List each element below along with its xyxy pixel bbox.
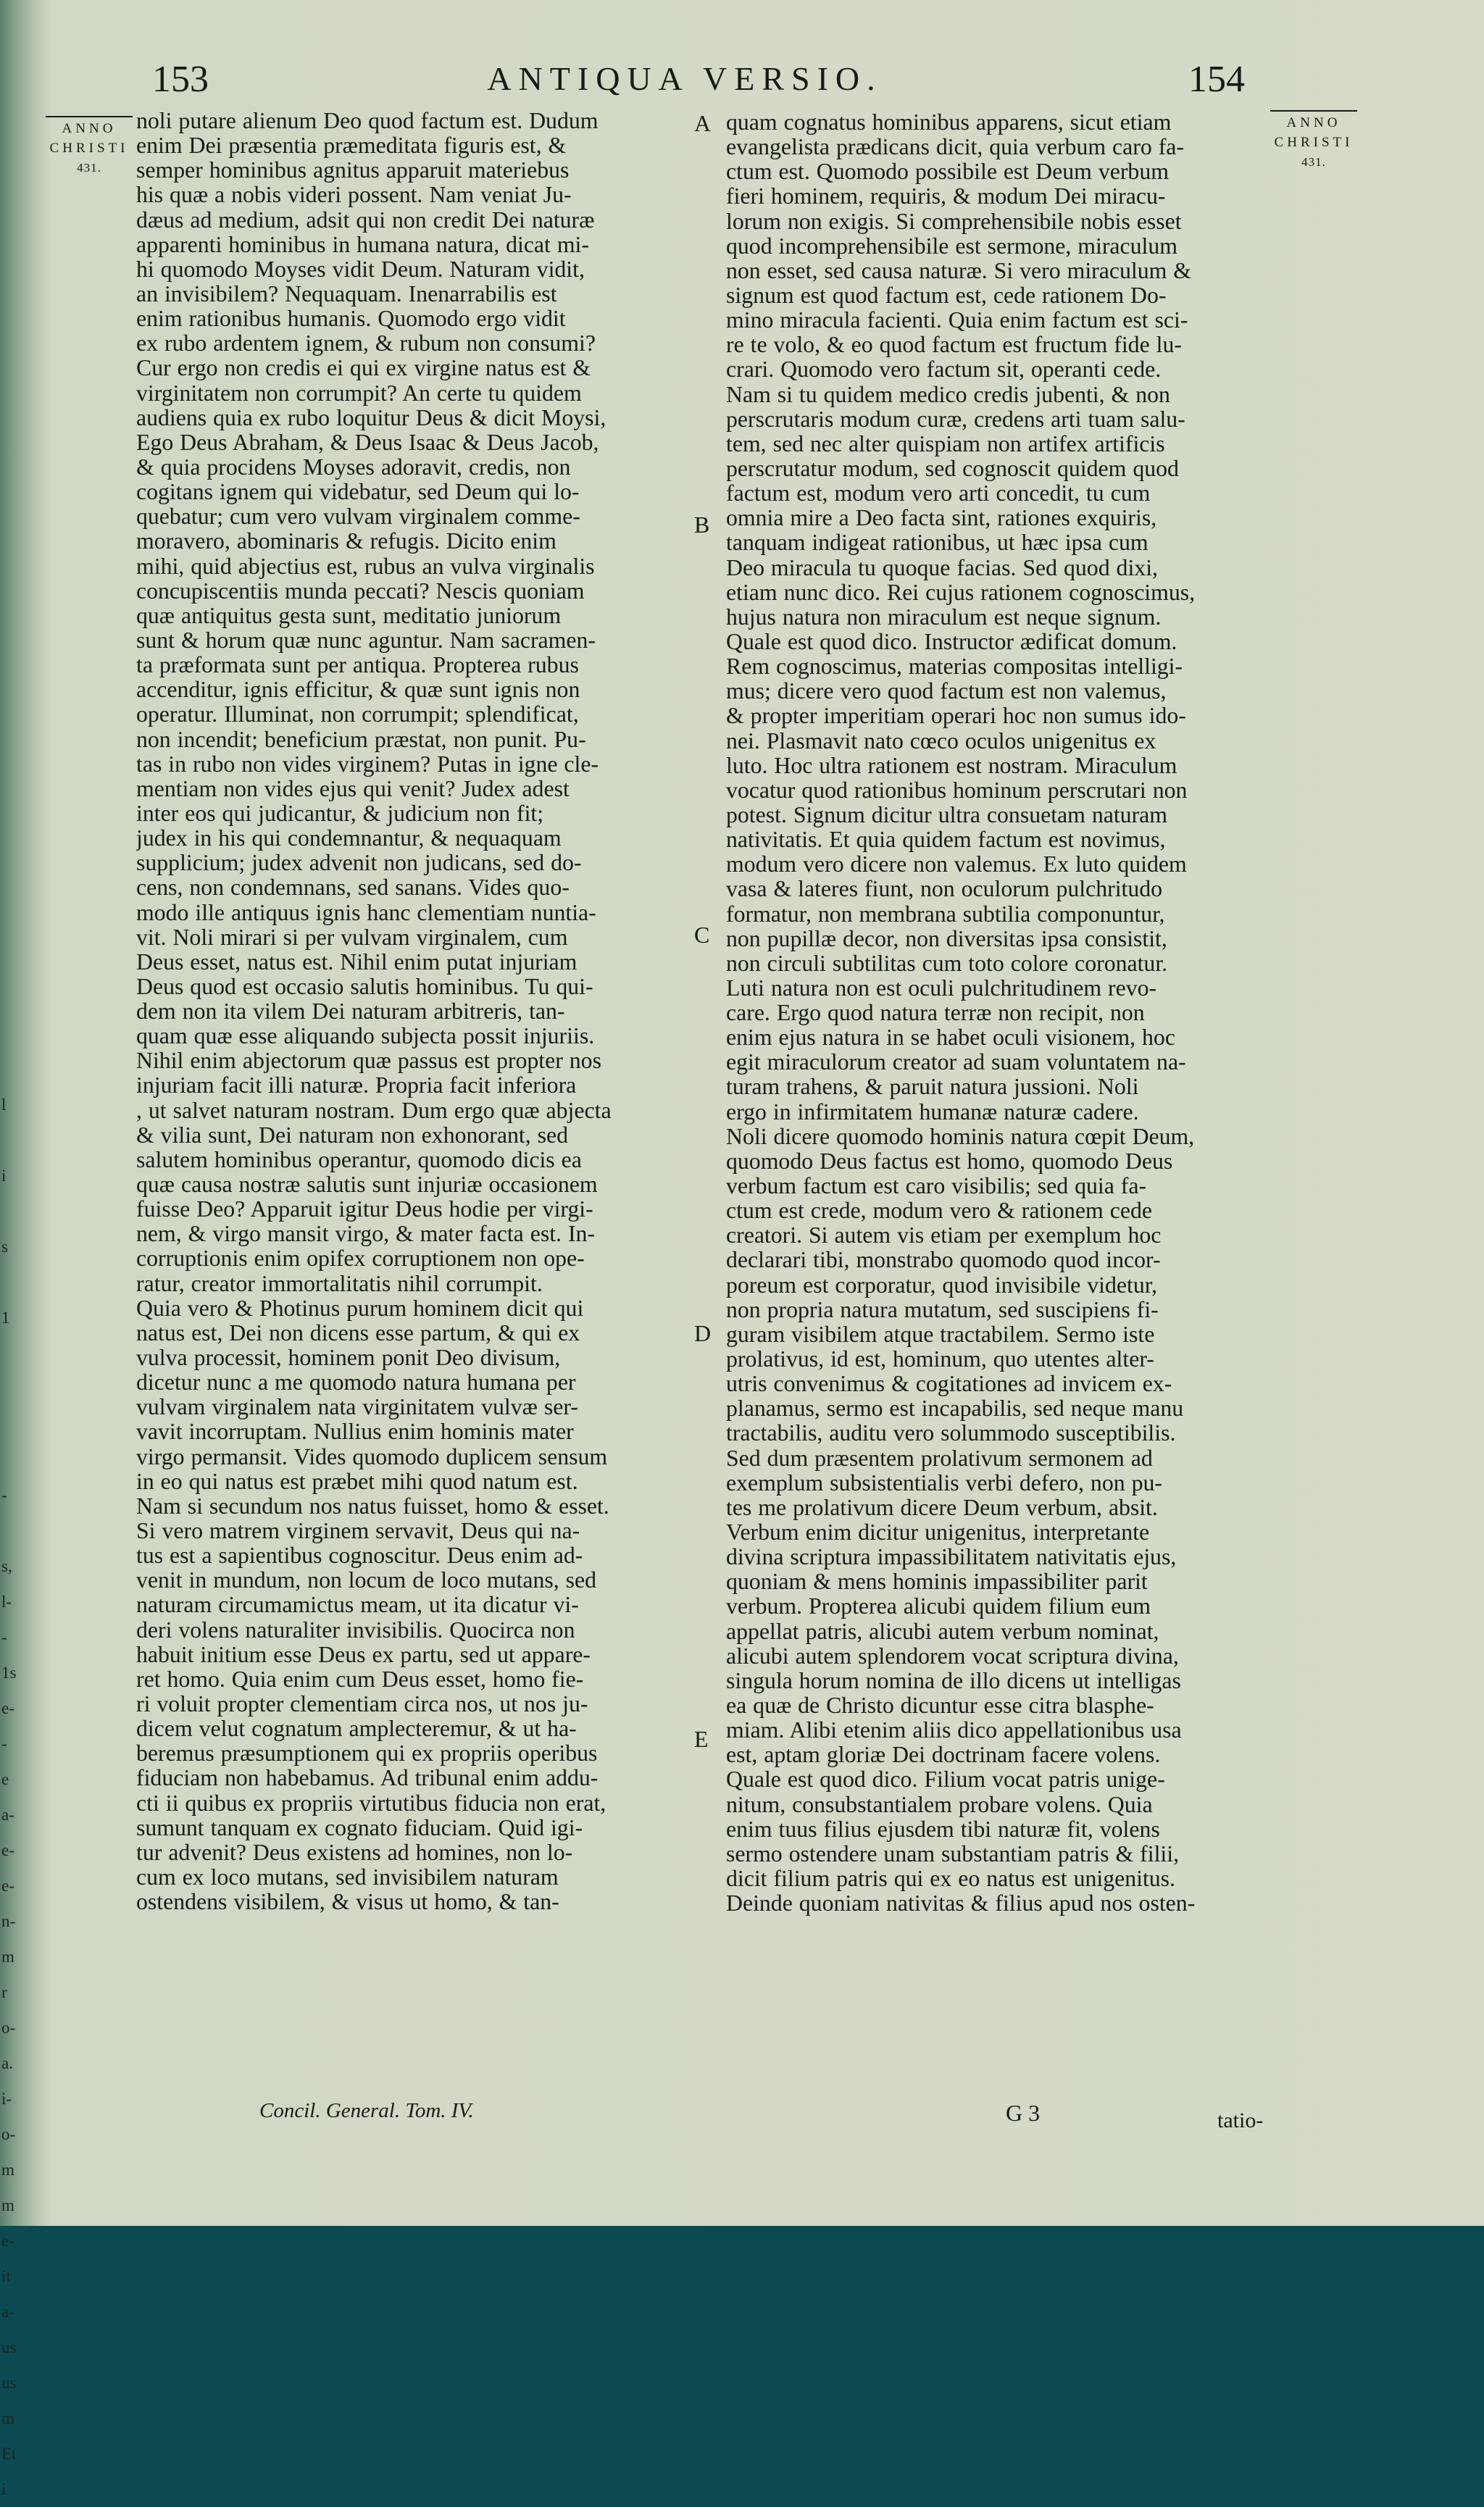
text-line: appellat patris, alicubi autem verbum nominat, xyxy=(726,1619,1159,1644)
text-line: declarari tibi, monstrabo quomodo quod incor- xyxy=(726,1248,1161,1273)
text-line: Ego Deus Abraham, & Deus Isaac & Deus Jacob, xyxy=(136,430,599,455)
text-line: tus est a sapientibus cognoscitur. Deus enim ad- xyxy=(136,1543,583,1569)
text-line: hi quomodo Moyses vidit Deum. Naturam vidit, xyxy=(136,256,585,282)
facing-page-fragments: l i s 1 - s, l- - 1s e- - e a- e- e- n- m r o- a. i- o- m m e- it a- us us m Et i xyxy=(1,1096,17,2498)
text-line: re te volo, & eo quod factum est fructum fide lu- xyxy=(726,333,1182,358)
text-line: quomodo Deus factus est homo, quomodo Deus xyxy=(726,1148,1173,1174)
text-line: Nam si secundum nos natus fuisset, homo & esset. xyxy=(136,1493,609,1519)
text-line: luto. Hoc ultra rationem est nostram. Miraculum xyxy=(726,753,1177,778)
text-line: cti ii quibus ex propriis virtutibus fiducia non erat, xyxy=(136,1790,606,1816)
text-line: Si vero matrem virginem servavit, Deus qui na- xyxy=(136,1519,580,1544)
text-line: alicubi autem splendorem vocat scriptura divina, xyxy=(726,1643,1179,1669)
text-line: turam trahens, & paruit natura jussioni. Noli xyxy=(726,1075,1139,1100)
text-line: modo ille antiquus ignis hanc clementiam nuntia- xyxy=(136,900,596,925)
side-note-rule xyxy=(1270,110,1357,112)
text-line: ratur, creator immortalitatis nihil corrumpit. xyxy=(136,1271,543,1296)
text-line: poreum est corporatur, quod invisibile videtur, xyxy=(726,1272,1157,1298)
text-line: non circuli subtilitas cum toto colore coronatur. xyxy=(726,951,1168,976)
text-line: non esset, sed causa naturæ. Si vero miraculum & xyxy=(726,258,1192,283)
footer-signature-mark: G 3 xyxy=(1006,2100,1041,2126)
text-line: enim tuus filius ejusdem tibi naturæ fit, volens xyxy=(726,1816,1160,1842)
text-line: potest. Signum dicitur ultra consuetam naturam xyxy=(726,802,1168,827)
text-line: his quæ a nobis videri possent. Nam veniat Ju- xyxy=(136,183,572,208)
side-note-anno: ANNO xyxy=(62,121,117,136)
text-line: quam quæ esse aliquando subjecta possit injuriis. xyxy=(136,1024,595,1049)
text-line: nei. Plasmavit nato cœco oculos unigenitus ex xyxy=(726,728,1156,754)
text-line: semper hominibus agnitus apparuit materiebus xyxy=(136,158,570,183)
text-line: miam. Alibi etenim aliis dico appellationibus usa xyxy=(726,1718,1182,1743)
text-line: ostendens visibilem, & visus ut homo, & tan- xyxy=(136,1890,559,1915)
text-line: enim rationibus humanis. Quomodo ergo vidit xyxy=(136,306,566,332)
text-line: hujus natura non miraculum est neque signum. xyxy=(726,604,1162,630)
side-note-anno: ANNO xyxy=(1286,115,1341,130)
text-line: Deinde quoniam nativitas & filius apud nos osten- xyxy=(726,1891,1196,1916)
text-line: ea quæ de Christo dicuntur esse citra blasphe- xyxy=(726,1693,1154,1718)
text-line: enim Dei præsentia præmeditata figuris est, & xyxy=(136,133,567,159)
text-line: egit miraculorum creator ad suam voluntatem na- xyxy=(726,1050,1186,1075)
text-line: perscrutatur modum, sed cognoscit quidem quod xyxy=(726,456,1179,481)
text-line: perscrutaris modum curæ, credens arti tuam salu- xyxy=(726,406,1185,432)
text-line: ergo in infirmitatem humanæ naturæ cadere. xyxy=(726,1099,1139,1125)
catchword: tatio- xyxy=(1217,2108,1264,2132)
text-line: ctum est. Quomodo possibile est Deum verbum xyxy=(726,159,1169,185)
margin-letter-b: B xyxy=(694,512,710,538)
text-line: dicem velut cognatum amplecteremur, & ut ha- xyxy=(136,1716,577,1742)
text-line: dicit filium patris qui ex eo natus est unigenitus. xyxy=(726,1866,1175,1891)
text-line: nativitatis. Et quia quidem factum est novimus, xyxy=(726,827,1166,853)
text-line: apparenti hominibus in humana natura, dicat mi- xyxy=(136,232,589,257)
text-line: & quia procidens Moyses adoravit, credis, non xyxy=(136,454,571,480)
side-note-christi: CHRISTI xyxy=(1274,135,1354,150)
text-line: signum est quod factum est, cede rationem Do- xyxy=(726,283,1167,308)
text-line: quod incomprehensibile est sermone, miraculum xyxy=(726,233,1177,259)
text-line: Quia vero & Photinus purum hominem dicit qui xyxy=(136,1296,584,1321)
text-line: non pupillæ decor, non diversitas ipsa consistit, xyxy=(726,926,1167,951)
text-line: ex rubo ardentem ignem, & rubum non consumi? xyxy=(136,331,596,356)
text-line: care. Ergo quod natura terræ non recipit, non xyxy=(726,1001,1145,1026)
text-line: exemplum subsistentialis verbi defero, non pu- xyxy=(726,1470,1162,1496)
text-line: ri voluit propter clementiam circa nos, ut nos ju- xyxy=(136,1692,588,1716)
footer-volume-reference: Concil. General. Tom. IV. xyxy=(259,2099,474,2122)
text-line: nem, & virgo mansit virgo, & mater facta est. In- xyxy=(136,1222,596,1247)
text-line: & propter imperitiam operari hoc non sumus ido- xyxy=(726,704,1186,729)
text-line: virginitatem non corrumpit? An certe tu quidem xyxy=(136,380,582,406)
text-line: Quale est quod dico. Filium vocat patris unige- xyxy=(726,1767,1165,1793)
side-note-christi: CHRISTI xyxy=(49,141,129,156)
margin-letter-e: E xyxy=(694,1726,709,1752)
text-line: utris convenimus & cogitationes ad invicem ex- xyxy=(726,1372,1172,1397)
text-line: divina scriptura impassibilitatem nativitatis ejus, xyxy=(726,1545,1177,1570)
text-column-left xyxy=(136,109,687,1914)
text-line: tur advenit? Deus existens ad homines, non lo- xyxy=(136,1840,573,1865)
text-line: sumunt tanquam ex cognato fiduciam. Quid igi- xyxy=(136,1815,583,1840)
text-line: natus est, Dei non dicens esse partum, & qui ex xyxy=(136,1320,580,1346)
text-line: formatur, non membrana subtilia componuntur, xyxy=(726,901,1165,927)
text-line: salutem hominibus operantur, quomodo dicis ea xyxy=(136,1147,582,1172)
text-line: tas in rubo non vides virginem? Putas in igne cle- xyxy=(136,751,599,777)
text-line: vulvam virginalem nata virginitatem vulvæ ser- xyxy=(136,1395,578,1420)
text-line: noli putare alienum Deo quod factum est. Dudum xyxy=(136,109,599,133)
text-line: venit in mundum, non locum de loco mutans, sed xyxy=(136,1568,597,1593)
text-line: tanquam indigeat rationibus, ut hæc ipsa cum xyxy=(726,530,1149,556)
text-line: cens, non condemnans, sed sanans. Vides quo- xyxy=(136,875,570,901)
text-line: planamus, sermo est incapabilis, sed neque manu xyxy=(726,1396,1184,1422)
text-line: verbum factum est caro visibilis; sed quia fa- xyxy=(726,1174,1147,1199)
text-column-right xyxy=(726,110,1277,1916)
text-line: naturam circumamictus meam, ut ita dicatur vi- xyxy=(136,1593,579,1618)
text-line: moravero, abominaris & refugis. Dicito enim xyxy=(136,529,556,554)
text-line: quæ antiquitus gesta sunt, meditatio juniorum xyxy=(136,603,562,628)
text-line: etiam nunc dico. Rei cujus rationem cognoscimus, xyxy=(726,580,1196,605)
text-line: lorum non exigis. Si comprehensibile nobis esset xyxy=(726,209,1182,234)
text-line: non incendit; beneficium præstat, non punit. Pu- xyxy=(136,727,586,752)
text-line: vulva processit, hominem ponit Deo divisum, xyxy=(136,1346,561,1371)
text-line: accenditur, ignis efficitur, & quæ sunt ignis non xyxy=(136,677,580,703)
side-note-year: 431. xyxy=(77,161,101,175)
text-line: Rem cognoscimus, materias compositas intelligi- xyxy=(726,654,1183,680)
text-line: audiens quia ex rubo loquitur Deus & dicit Moysi, xyxy=(136,405,606,430)
text-line: Deo miracula tu quoque facias. Sed quod dixi, xyxy=(726,555,1158,580)
text-line: Deus esset, natus est. Nihil enim putat injuriam xyxy=(136,949,578,975)
text-line: Nihil enim abjectorum quæ passus est propter nos xyxy=(136,1048,601,1074)
text-line: singula horum nomina de illo dicens ut intelligas xyxy=(726,1668,1181,1693)
text-line: Quale est quod dico. Instructor ædificat domum. xyxy=(726,629,1177,654)
text-line: tes me prolativum dicere Deum verbum, absit. xyxy=(726,1495,1158,1520)
running-head: ANTIQUA VERSIO. xyxy=(487,60,883,97)
text-line: concupiscentiis munda peccati? Nescis quoniam xyxy=(136,578,585,604)
side-note-left xyxy=(35,116,143,178)
text-line: quæ causa nostræ salutis sunt injuriæ occasionem xyxy=(136,1172,598,1198)
text-line: nitum, consubstantialem probare volens. Quia xyxy=(726,1792,1153,1817)
text-line: corruptionis enim opifex corruptionem non ope- xyxy=(136,1246,585,1272)
text-line: in eo qui natus est præbet mihi quod natum est. xyxy=(136,1469,578,1494)
text-line: vocatur quod rationibus hominum perscrutari non xyxy=(726,777,1188,803)
text-line: fieri hominem, requiris, & modum Dei miracu- xyxy=(726,184,1166,209)
text-line: dem non ita vilem Dei naturam arbitreris, tan- xyxy=(136,999,565,1025)
text-line: tem, sed nec alter quispiam non artifex artificis xyxy=(726,431,1165,456)
text-line: fuisse Deo? Apparuit igitur Deus hodie per virgi- xyxy=(136,1197,593,1222)
text-line: vavit incorruptam. Nullius enim hominis mater xyxy=(136,1419,574,1445)
text-line: dæus ad medium, adsit qui non credit Dei naturæ xyxy=(136,207,595,233)
text-line: mino miracula facienti. Quia enim factum est sci- xyxy=(726,308,1188,333)
text-line: modum vero dicere non valemus. Ex luto quidem xyxy=(726,852,1187,877)
text-line: mihi, quid abjectius est, rubus an vulva virginalis xyxy=(136,554,595,579)
text-line: sermo ostendere unam substantiam patris & filii, xyxy=(726,1841,1180,1866)
text-line: habuit initium esse Deus ex partu, sed ut appare- xyxy=(136,1642,591,1667)
text-line: enim ejus natura in se habet oculi visionem, hoc xyxy=(726,1025,1175,1051)
text-line: factum est, modum vero arti concedit, tu cum xyxy=(726,481,1151,506)
margin-letter-c: C xyxy=(694,922,710,948)
text-line: Noli dicere quomodo hominis natura cœpit Deum, xyxy=(726,1124,1195,1149)
text-line: ta præformata sunt per antiqua. Propterea rubus xyxy=(136,653,579,678)
side-note-year: 431. xyxy=(1301,155,1326,169)
page-number-left: 153 xyxy=(152,59,209,100)
text-line: tractabilis, auditu vero solummodo susceptibilis. xyxy=(726,1421,1176,1446)
text-line: vit. Noli mirari si per vulvam virginalem, cum xyxy=(136,925,568,950)
text-line: judex in his qui condemnantur, & nequaquam xyxy=(136,826,562,851)
text-line: mus; dicere vero quod factum est non valemus, xyxy=(726,679,1167,704)
text-line: sunt & horum quæ nunc aguntur. Nam sacramen- xyxy=(136,627,596,653)
text-line: dicetur nunc a me quomodo natura humana per xyxy=(136,1370,576,1396)
text-line: deri volens naturaliter invisibilis. Quocirca non xyxy=(136,1617,575,1643)
text-line: prolativus, id est, hominum, quo utentes alter- xyxy=(726,1347,1154,1372)
text-line: Verbum enim dicitur unigenitus, interpretante xyxy=(726,1520,1150,1546)
text-line: verbum. Propterea alicubi quidem filium eum xyxy=(726,1594,1151,1619)
text-line: quebatur; cum vero vulvam virginalem comme- xyxy=(136,504,580,530)
text-line: , ut salvet naturam nostram. Dum ergo quæ abjecta xyxy=(136,1098,612,1123)
text-line: creatori. Si autem vis etiam per exemplum hoc xyxy=(726,1223,1162,1248)
text-line: Deus quod est occasio salutis hominibus. Tu qui- xyxy=(136,974,593,999)
text-line: fiduciam non habebamus. Ad tribunal enim addu- xyxy=(136,1766,599,1791)
text-line: Cur ergo non credis ei qui ex virgine natus est & xyxy=(136,356,591,381)
text-line: operatur. Illuminat, non corrumpit; splendificat, xyxy=(136,702,579,727)
text-line: & vilia sunt, Dei naturam non exhonorant, sed xyxy=(136,1122,569,1148)
text-line: omnia mire a Deo facta sint, rationes exquiris, xyxy=(726,506,1157,531)
text-line: inter eos qui judicantur, & judicium non fit; xyxy=(136,801,544,826)
text-line: guram visibilem atque tractabilem. Sermo iste xyxy=(726,1322,1155,1347)
text-line: ctum est crede, modum vero & rationem cede xyxy=(726,1198,1152,1224)
text-line: mentiam non vides ejus qui venit? Judex adest xyxy=(136,776,570,801)
text-line: Sed dum præsentem prolativum sermonem ad xyxy=(726,1446,1153,1471)
text-line: beremus præsumptionem qui ex propriis operibus xyxy=(136,1741,598,1766)
text-line: injuriam facit illi naturæ. Propria facit inferiora xyxy=(136,1073,577,1098)
text-line: quam cognatus hominibus apparens, sicut etiam xyxy=(726,110,1172,135)
text-line: Luti natura non est oculi pulchritudinem revo- xyxy=(726,975,1157,1001)
text-line: ret homo. Quia enim cum Deus esset, homo fie- xyxy=(136,1667,584,1692)
text-line: crari. Quomodo vero factum sit, operanti cede. xyxy=(726,357,1162,383)
text-line: cogitans ignem qui videbatur, sed Deum qui lo- xyxy=(136,480,580,505)
margin-letter-d: D xyxy=(694,1320,712,1346)
text-line: quoniam & mens hominis impassibiliter parit xyxy=(726,1569,1148,1595)
text-line: non propria natura mutatum, sed suscipiens fi- xyxy=(726,1297,1159,1322)
page-number-right: 154 xyxy=(1188,59,1245,100)
text-line: vasa & lateres fiunt, non oculorum pulchritudo xyxy=(726,877,1163,902)
text-line: an invisibilem? Nequaquam. Inenarrabilis est xyxy=(136,281,557,306)
text-line: Nam si tu quidem medico credis jubenti, & non xyxy=(726,382,1170,407)
text-line: est, aptam gloriæ Dei doctrinam facere volens. xyxy=(726,1743,1161,1768)
side-note-rule xyxy=(46,116,133,117)
text-line: cum ex loco mutans, sed invisibilem naturam xyxy=(136,1864,559,1890)
text-line: evangelista prædicans dicit, quia verbum caro fa- xyxy=(726,135,1184,160)
text-line: virgo permansit. Vides quomodo duplicem sensum xyxy=(136,1444,608,1469)
text-line: supplicium; judex advenit non judicans, sed do- xyxy=(136,851,582,876)
facing-page-edge xyxy=(0,0,51,2498)
margin-letter-a: A xyxy=(694,110,712,136)
